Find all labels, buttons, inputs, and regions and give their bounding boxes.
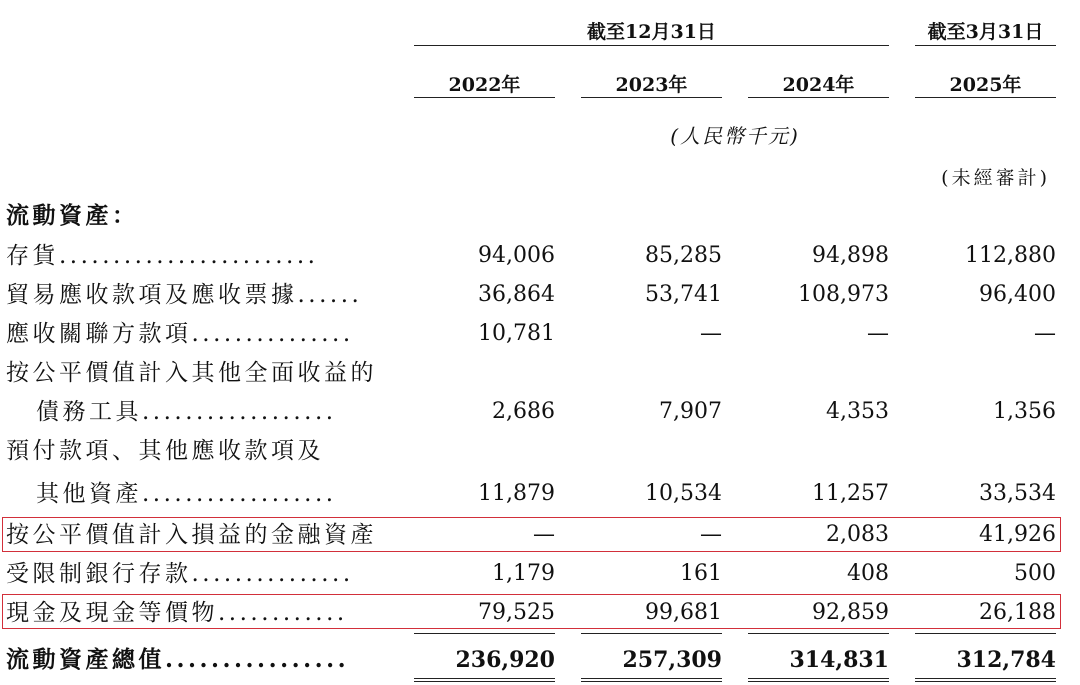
cell-2025: 112,880	[965, 243, 1056, 268]
cell-2024: 94,898	[812, 243, 889, 268]
cell-2023: —	[700, 522, 722, 547]
cell-2023: 10,534	[645, 481, 722, 506]
row-label: 貿易應收款項及應收票據......	[6, 282, 363, 308]
cell-2024: 92,859	[812, 600, 889, 625]
row-label: 債務工具..................	[36, 399, 337, 425]
table-row	[0, 432, 1080, 470]
unaudited-label: (未經審計)	[941, 167, 1050, 189]
cell-2025: 41,926	[979, 522, 1056, 547]
header-rule-top-right	[915, 45, 1056, 46]
year-header-2025: 2025年	[949, 74, 1022, 96]
cell-2024: 11,257	[812, 481, 889, 506]
period-header-dec31: 截至12月31日	[587, 21, 716, 43]
cell-2023: 99,681	[645, 600, 722, 625]
row-label: 現金及現金等價物............	[6, 600, 348, 626]
cell-2022: —	[533, 522, 555, 547]
cell-2022: 1,179	[492, 561, 555, 586]
row-label-total: 流動資產總值................	[6, 646, 350, 673]
table-row	[0, 315, 1080, 353]
cell-2024: 408	[847, 561, 889, 586]
cell-2022: 94,006	[478, 243, 555, 268]
cell-2023: 7,907	[659, 399, 722, 424]
cell-2022: 2,686	[492, 399, 555, 424]
year-header-2024: 2024年	[782, 74, 855, 96]
subtotal-rule-2023	[581, 633, 722, 634]
cell-2023: 161	[680, 561, 722, 586]
year-header-2022: 2022年	[448, 74, 521, 96]
cell-2022: 11,879	[478, 481, 555, 506]
cell-2022: 236,920	[455, 647, 555, 673]
header-rule-top-left	[414, 45, 889, 46]
row-label: 應收關聯方款項...............	[6, 321, 354, 347]
cell-2024: 4,353	[826, 399, 889, 424]
cell-2022: 79,525	[478, 600, 555, 625]
cell-2023: 85,285	[645, 243, 722, 268]
cell-2024: 108,973	[798, 282, 889, 307]
row-label: 受限制銀行存款...............	[6, 561, 354, 587]
total-rule-2023	[581, 678, 722, 682]
unit-label: (人民幣千元)	[670, 124, 800, 148]
table-row	[0, 276, 1080, 314]
total-rule-2022	[414, 678, 555, 682]
cell-2024: 314,831	[789, 647, 889, 673]
total-rule-2024	[748, 678, 889, 682]
table-row	[0, 354, 1080, 392]
cell-2025: 312,784	[956, 647, 1056, 673]
cell-2025: 96,400	[979, 282, 1056, 307]
cell-2025: 500	[1014, 561, 1056, 586]
table-row	[0, 475, 1080, 513]
cell-2023: 257,309	[622, 647, 722, 673]
total-rule-2025	[915, 678, 1056, 682]
section-title: 流動資產：	[6, 202, 139, 229]
subtotal-rule-2025	[915, 633, 1056, 634]
table-row	[0, 393, 1080, 431]
row-label: 按公平價值計入損益的金融資產	[6, 522, 377, 548]
cell-2023: 53,741	[645, 282, 722, 307]
cell-2024: —	[867, 321, 889, 346]
cell-2024: 2,083	[826, 522, 889, 547]
row-label: 按公平價值計入其他全面收益的	[6, 360, 377, 386]
table-row	[0, 516, 1080, 554]
cell-2025: —	[1034, 321, 1056, 346]
cell-2025: 33,534	[979, 481, 1056, 506]
cell-2023: —	[700, 321, 722, 346]
cell-2022: 10,781	[478, 321, 555, 346]
cell-2025: 1,356	[993, 399, 1056, 424]
year-rule-2022	[414, 97, 555, 98]
cell-2025: 26,188	[979, 600, 1056, 625]
year-header-2023: 2023年	[615, 74, 688, 96]
year-rule-2024	[748, 97, 889, 98]
row-label: 預付款項、其他應收款項及	[6, 438, 324, 464]
table-row	[0, 555, 1080, 593]
subtotal-rule-2024	[748, 633, 889, 634]
year-rule-2023	[581, 97, 722, 98]
year-rule-2025	[915, 97, 1056, 98]
table-row	[0, 237, 1080, 275]
period-header-mar31: 截至3月31日	[927, 21, 1044, 43]
table-row	[0, 594, 1080, 632]
row-label: 其他資產..................	[36, 481, 337, 507]
table-row-total	[0, 641, 1080, 679]
row-label: 存貨........................	[6, 243, 319, 269]
cell-2022: 36,864	[478, 282, 555, 307]
subtotal-rule-2022	[414, 633, 555, 634]
